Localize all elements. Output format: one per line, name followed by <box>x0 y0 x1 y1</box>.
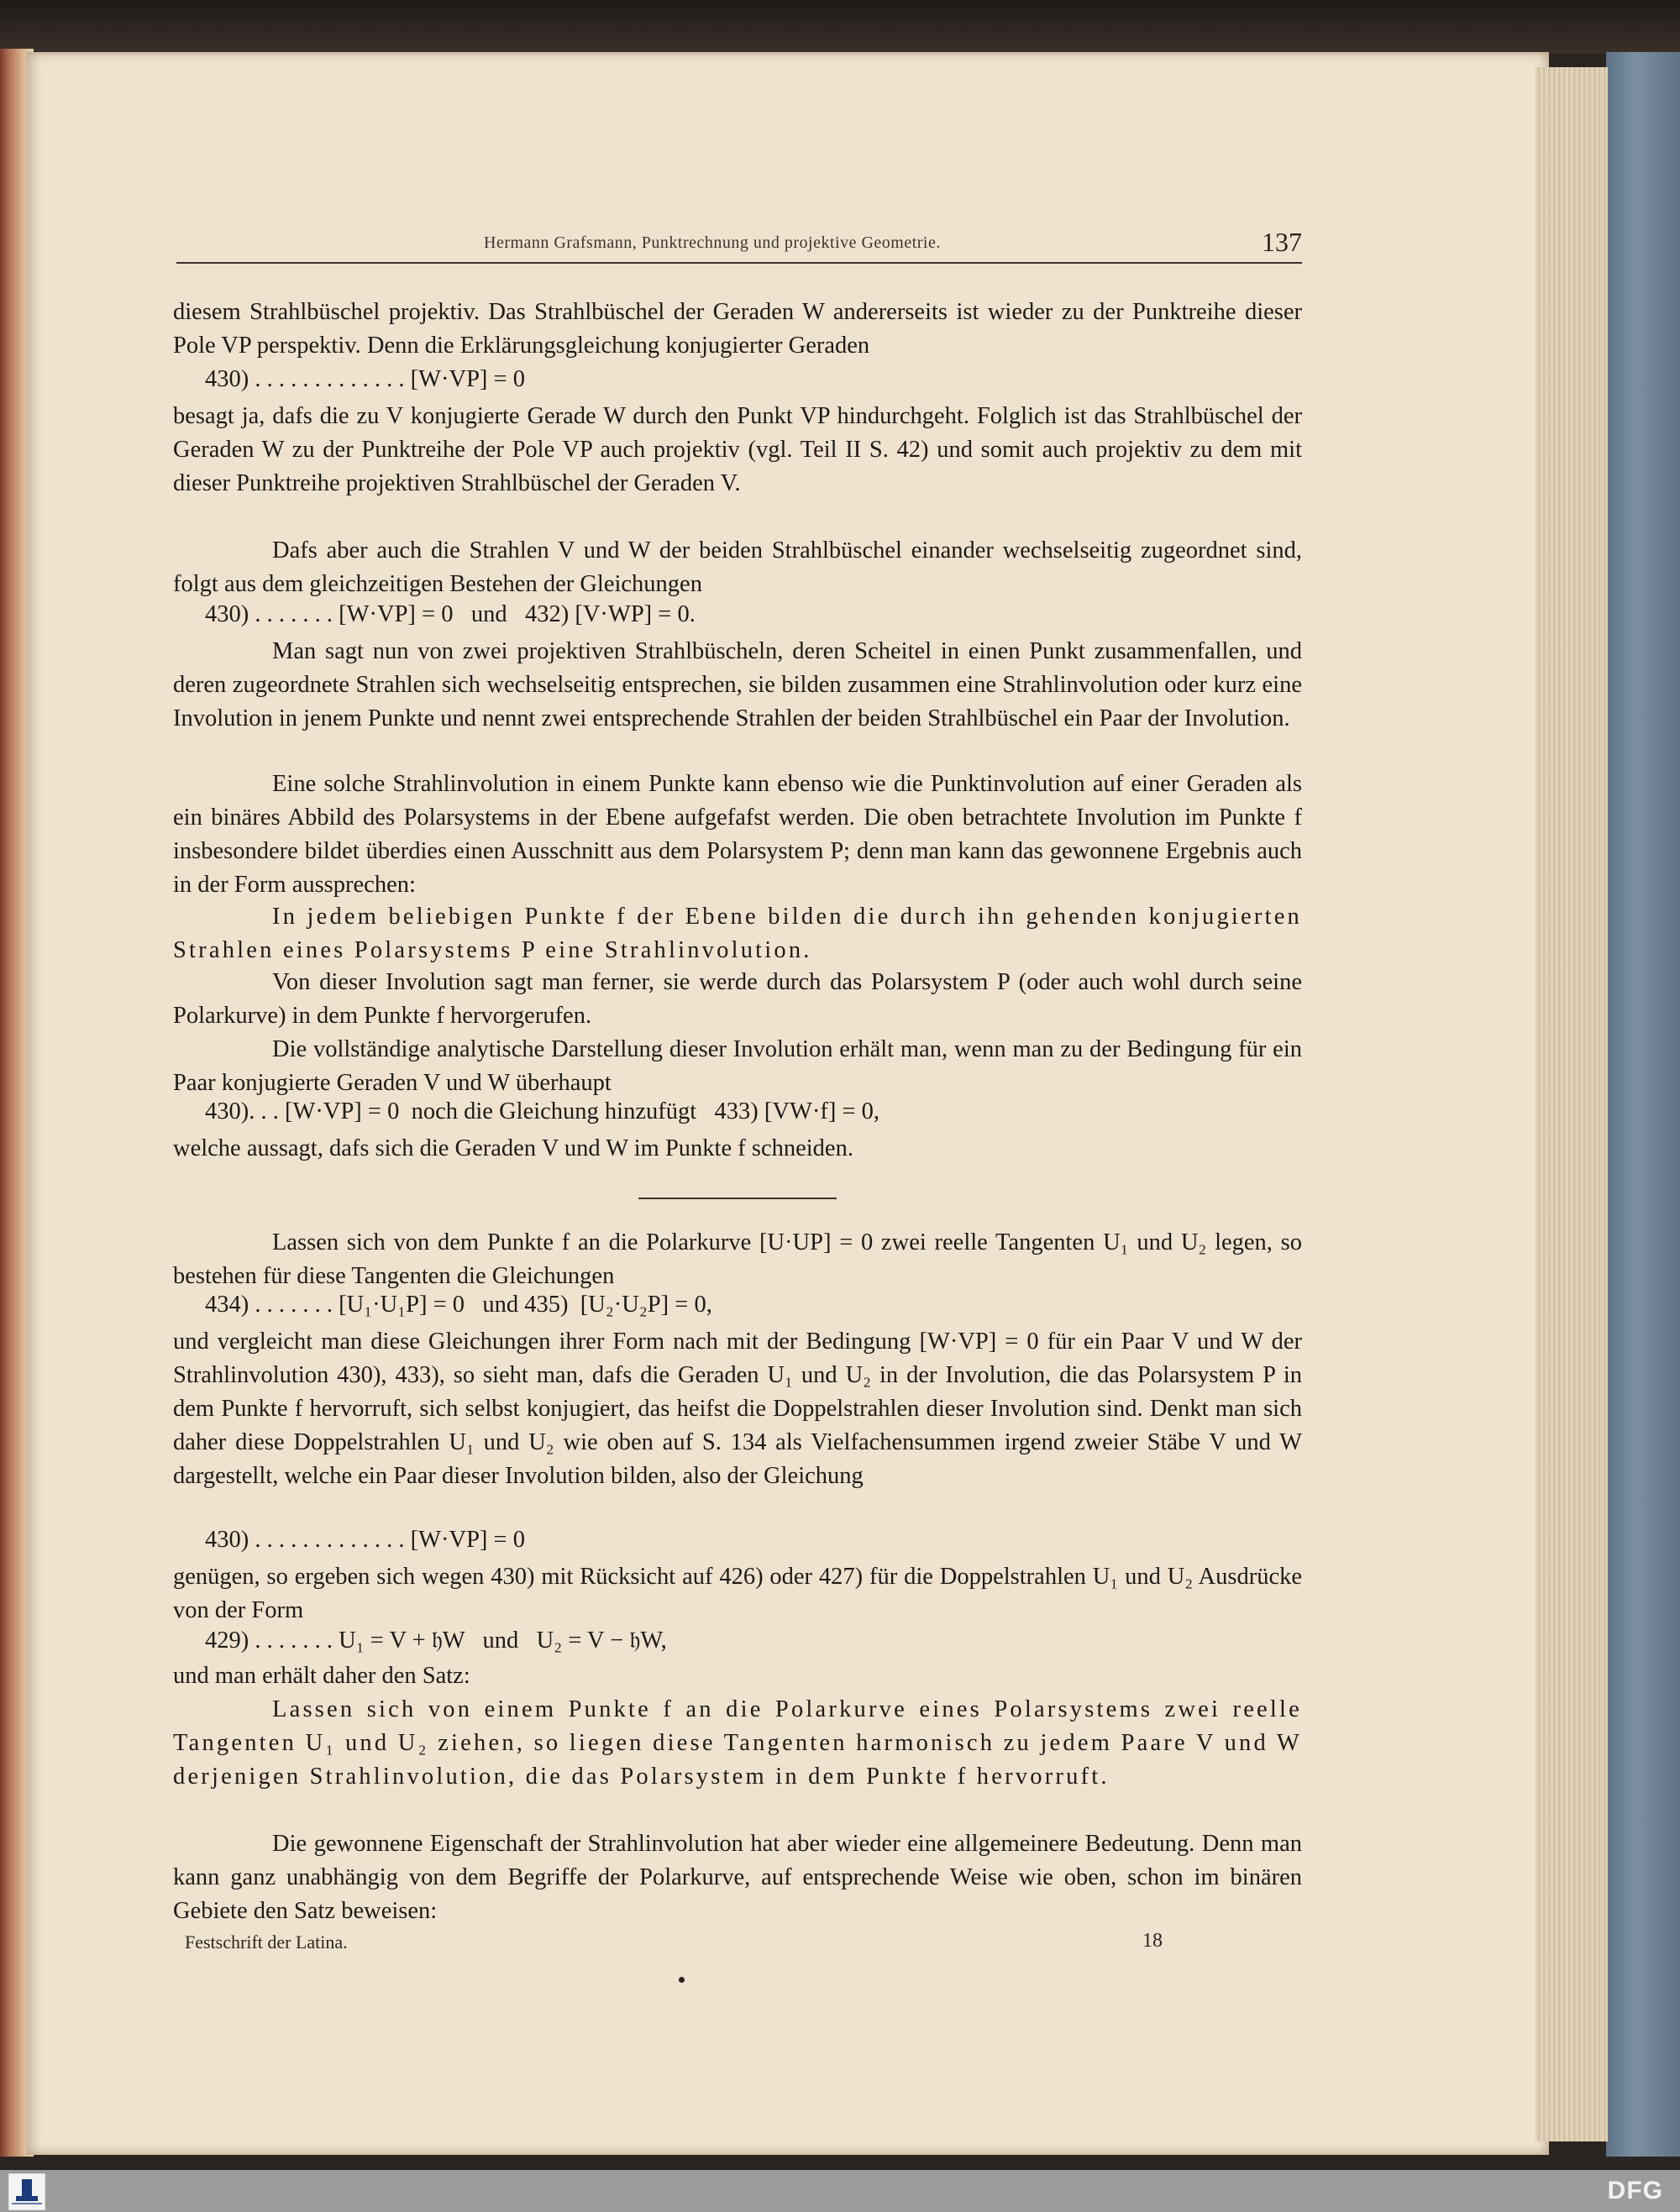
running-head <box>173 227 1302 260</box>
page-number: 137 <box>1262 227 1302 257</box>
paragraph-11: und vergleicht man diese Gleichungen ihrer Form nach mit der Bedingung [W·VP] = 0 für ein Paar V und W der Strahlinvolution 430), 433), so sieht man, dafs die Geraden U₁ und U₂ in der Involution, die das Polarsystem P in dem Punkte f hervorruft, sich selbst konjugiert, das heifst die Doppelstrahlen dieser Involution sind. Denkt man sich daher diese Doppelstrahlen U₁ und U₂ wie oben auf S. 134 als Vielfachensummen irgend zweier Stäbe V und W dargestellt, welche ein Paar dieser Involution bilden, also der Gleichung <box>173 1329 1302 1489</box>
equation-430-b: 430) . . . . . . . . . . . . . [W·VP] = 0 <box>205 1527 525 1553</box>
signature-mark: 18 <box>1142 1930 1163 1952</box>
header-rule <box>176 262 1302 264</box>
section-separator <box>638 1198 837 1199</box>
viewer-bottom-bar <box>0 2170 1680 2212</box>
dfg-logo[interactable]: DFG <box>1607 2177 1663 2204</box>
paragraph-4: Man sagt nun von zwei projektiven Strahlbüscheln, deren Scheitel in einen Punkt zusammenfallen, und deren zugeordnete Strahlen sich wechselseitig entsprechen, sie bilden zusammen eine Strahlinvolution oder kurz eine Involution in jenem Punkte und nennt zwei entsprechende Strahlen der beiden Strahlbüschel ein Paar der Involution. <box>173 638 1302 731</box>
paragraph-13: und man erhält daher den Satz: <box>173 1663 470 1689</box>
paragraph-7: Von dieser Involution sagt man ferner, sie werde durch das Polarsystem P (oder auch wohl durch seine Polarkurve) in dem Punkte f hervorgerufen. <box>173 969 1302 1029</box>
paragraph-10: Lassen sich von dem Punkte f an die Polarkurve [U·UP] = 0 zwei reelle Tangenten U₁ und U₂ legen, so bestehen für diese Tangenten die Gleichungen <box>173 1229 1302 1289</box>
paragraph-8: Die vollständige analytische Darstellung dieser Involution erhält man, wenn man zu der Bedingung für ein Paar konjugierte Geraden V und W überhaupt <box>173 1036 1302 1096</box>
equation-434-435: 434) . . . . . . . [U₁·U₁P] = 0 und 435) [U₂·U₂P] = 0, <box>205 1292 712 1318</box>
theorem-1: In jedem beliebigen Punkte f der Ebene bilden die durch ihn gehenden konjugierten Strahlen eines Polarsystems P eine Strahlinvolution. <box>173 904 1302 963</box>
running-title: Hermann Grafsmann, Punktrechnung und projektive Geometrie. <box>484 233 941 252</box>
paragraph-9: welche aussagt, dafs sich die Geraden V und W im Punkte f schneiden. <box>173 1135 853 1161</box>
book-cover-top <box>0 0 1680 54</box>
book-cover-right <box>1606 52 1680 2157</box>
paragraph-12: genügen, so ergeben sich wegen 430) mit Rücksicht auf 426) oder 427) für die Doppelstrahlen U₁ und U₂ Ausdrücke von der Form <box>173 1564 1302 1623</box>
page-dot <box>679 1977 685 1983</box>
footer-left: Festschrift der Latina. <box>185 1932 348 1953</box>
equation-430-432: 430) . . . . . . . [W·VP] = 0 und 432) [V·WP] = 0. <box>205 601 696 627</box>
equation-430-a: 430) . . . . . . . . . . . . . [W·VP] = 0 <box>205 366 525 392</box>
paragraph-1: diesem Strahlbüschel projektiv. Das Strahlbüschel der Geraden W andererseits ist wieder zu der Punktreihe dieser Pole VP perspektiv. Denn die Erklärungsgleichung konjugierter Geraden <box>173 299 1302 359</box>
paragraph-15: Die gewonnene Eigenschaft der Strahlinvolution hat aber wieder eine allgemeinere Bedeutung. Denn man kann ganz unabhängig von dem Begriffe der Polarkurve, auf entsprechende Weise wie oben, schon im binären Gebiete den Satz beweisen: <box>173 1831 1302 1924</box>
equation-430-433: 430). . . [W·VP] = 0 noch die Gleichung hinzufügt 433) [VW·f] = 0, <box>205 1098 880 1124</box>
paragraph-2: besagt ja, dafs die zu V konjugierte Gerade W durch den Punkt VP hindurchgeht. Folglich ist das Strahlbüschel der Geraden W zu der Punktreihe der Pole VP auch projektiv (vgl. Teil II S. 42) und somit auch projektiv zu dem mit dieser Punktreihe projektiven Strahlbüschel der Geraden V. <box>173 403 1302 496</box>
theorem-2: Lassen sich von einem Punkte f an die Polarkurve eines Polarsystems zwei reelle Tangenten U₁ und U₂ ziehen, so liegen diese Tangenten harmonisch zu jedem Paare V und W derjenigen Strahlinvolution, die das Polarsystem in dem Punkte f hervorruft. <box>173 1696 1302 1790</box>
library-logo-icon[interactable] <box>8 2173 45 2210</box>
paragraph-5: Eine solche Strahlinvolution in einem Punkte kann ebenso wie die Punktinvolution auf einer Geraden als ein binäres Abbild des Polarsystems in der Ebene aufgefafst werden. Die oben betrachtete Involution im Punkte f insbesondere bildet überdies einen Ausschnitt aus dem Polarsystem P; denn man kann das gewonnene Ergebnis auch in der Form aussprechen: <box>173 771 1302 898</box>
equation-429: 429) . . . . . . . U₁ = V + 𝔥W und U₂ = V − 𝔥W, <box>205 1628 667 1654</box>
paragraph-3: Dafs aber auch die Strahlen V und W der beiden Strahlbüschel einander wechselseitig zugeordnet sind, folgt aus dem gleichzeitigen Bestehen der Gleichungen <box>173 537 1302 597</box>
page-stack-edge <box>1536 67 1608 2141</box>
